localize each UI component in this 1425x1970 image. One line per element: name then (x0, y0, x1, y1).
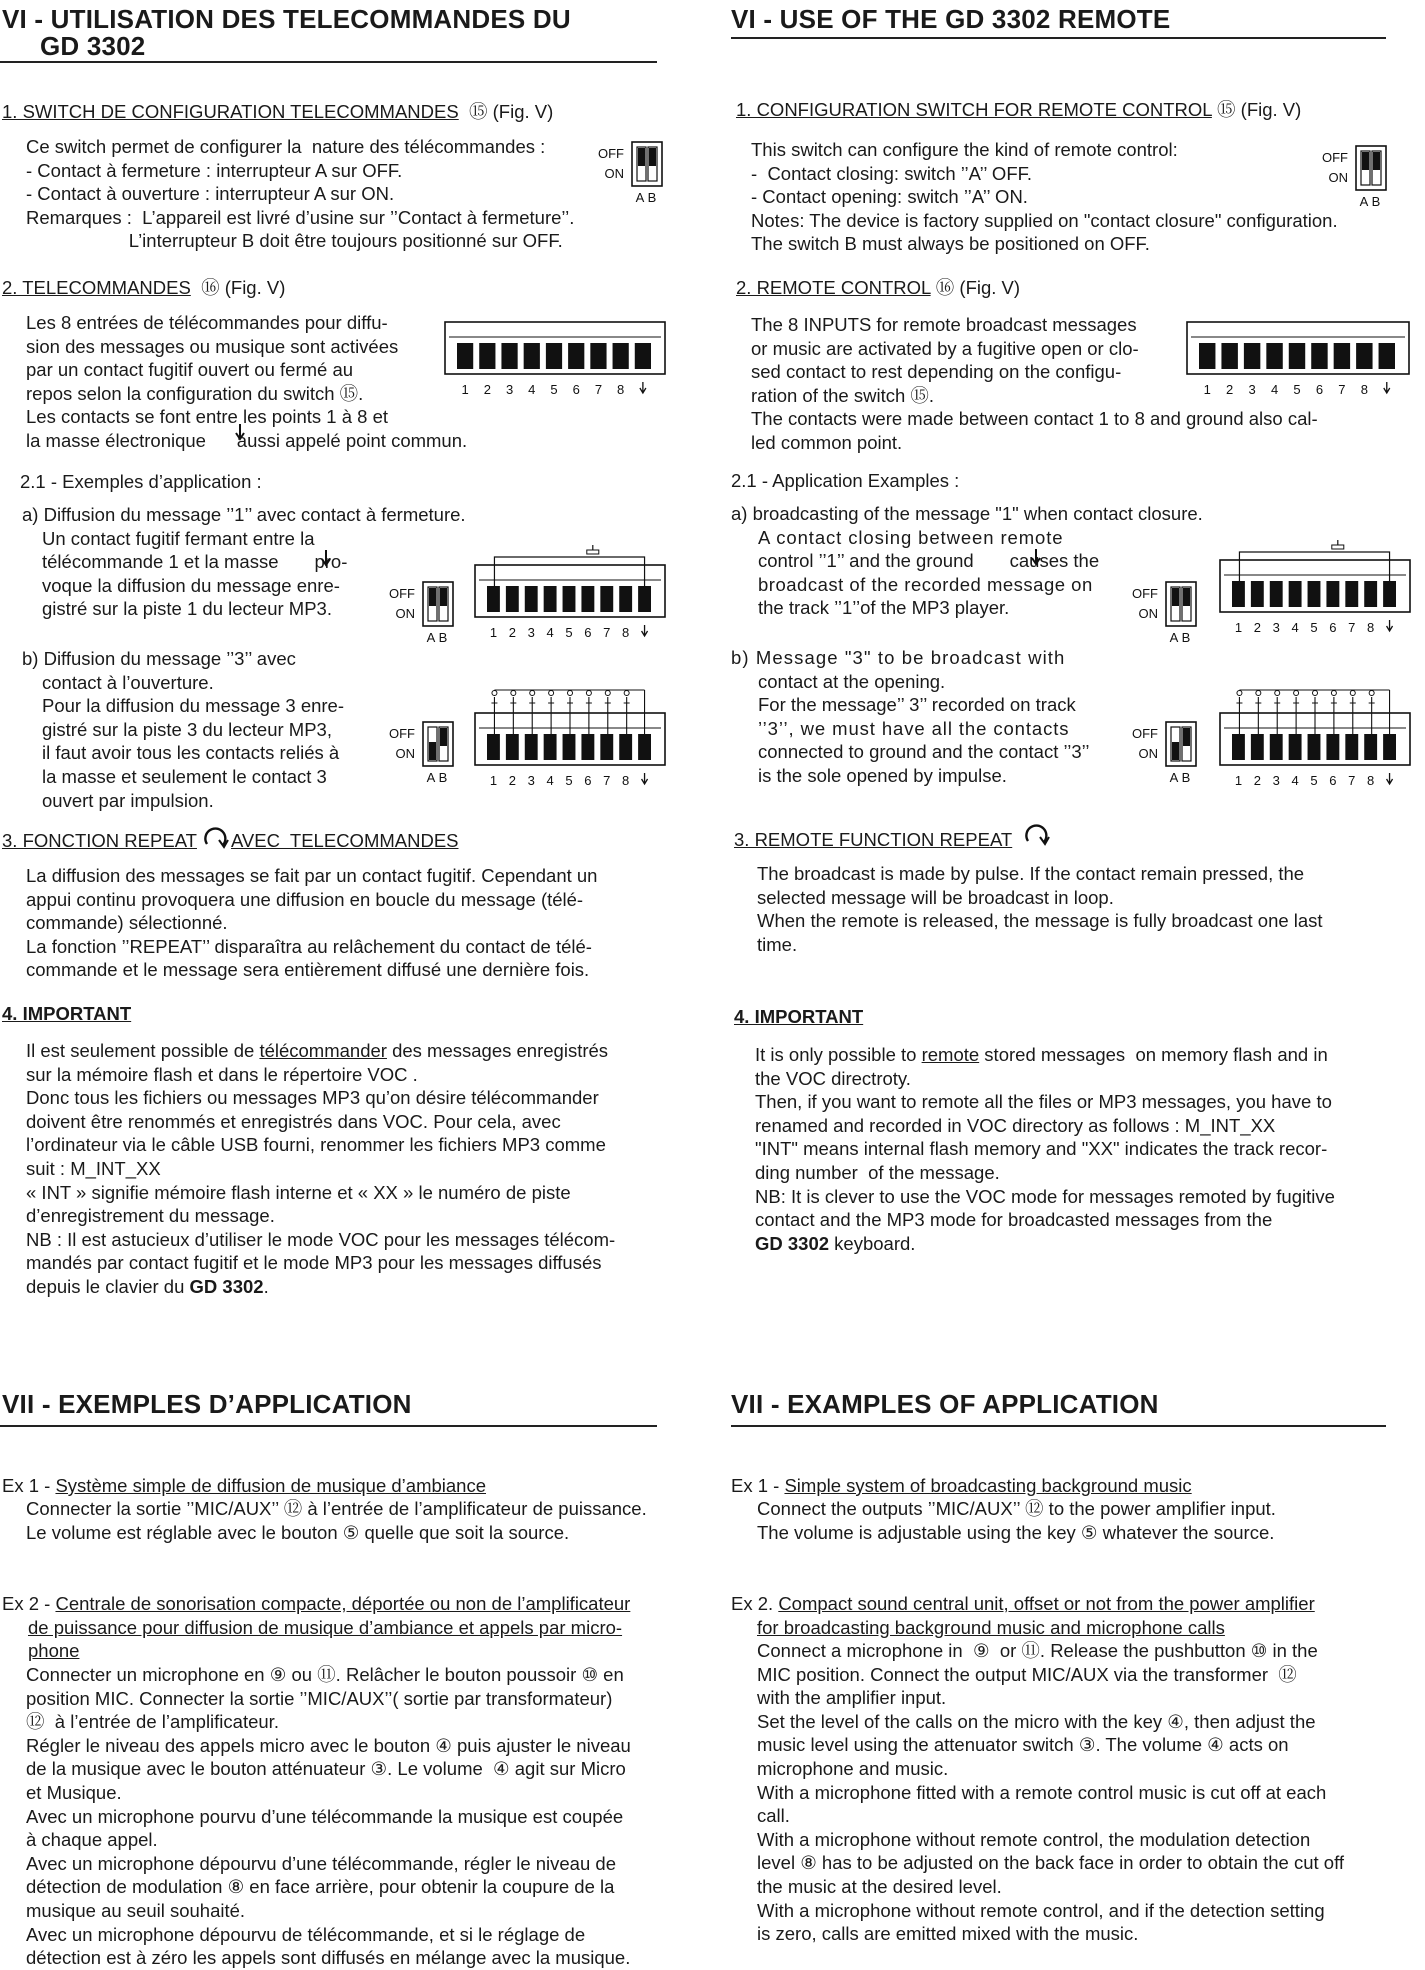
switch-lever (440, 728, 447, 746)
switch-slot (1171, 727, 1180, 761)
fr-title-vii: VII - EXEMPLES D’APPLICATION (2, 1389, 412, 1419)
terminal-pin (635, 343, 651, 369)
terminal-pin-number: 1 (1234, 773, 1243, 788)
terminal-pin-number: 2 (508, 625, 516, 640)
terminal-pin-number: 6 (584, 773, 592, 788)
contact-node (1313, 691, 1318, 696)
switch-slot (1361, 151, 1370, 185)
switch-b-label: B (438, 630, 448, 645)
terminal-pin-number: 4 (1291, 773, 1299, 788)
terminal-pin-number: 2 (1253, 620, 1261, 635)
terminal-pin-number: 4 (1270, 382, 1279, 397)
terminal-pin-number: 3 (1248, 382, 1256, 397)
terminal-pin (600, 586, 613, 612)
en-title-vii-rule (731, 1425, 1386, 1427)
ground-arrow-icon (1387, 773, 1393, 784)
terminal-pin (563, 734, 576, 760)
contact-node (1350, 691, 1355, 696)
terminal-pin (524, 343, 540, 369)
terminal-pin-number: 2 (508, 773, 516, 788)
en-title-rule (731, 37, 1386, 39)
terminal-pin (613, 343, 629, 369)
terminal-frame (1220, 560, 1410, 612)
opening-contact-wire (1312, 697, 1318, 734)
fr-ex1-body: Connecter la sortie ’’MIC/AUX’’ ⑫ à l’entrée de l’amplificateur de puissance. Le volume est réglable avec le bouton ⑤ quelle que soit la source. (26, 1498, 647, 1543)
en-s1-body: This switch can configure the kind of remote control: - Contact closing: switch ’’A’’ OFF. - Contact opening: switch ’’A’’ ON. Notes: The device is factory supplied on "contact closure" configuration. The switch B must always be positioned on OFF. (751, 139, 1338, 255)
contact-node (1369, 691, 1374, 696)
terminal-pin (506, 586, 519, 612)
terminal-pin (544, 586, 557, 612)
terminal-pin-number: 6 (1329, 773, 1337, 788)
fr-s21-heading: 2.1 - Exemples d’application : (20, 471, 262, 492)
switch-slot (1372, 151, 1381, 185)
remote-terminal-block (1220, 540, 1410, 631)
terminal-pin (1251, 734, 1264, 760)
terminal-frame (475, 565, 665, 617)
contact-node (1275, 691, 1280, 696)
terminal-pin (479, 343, 495, 369)
switch-a-label: A (1169, 630, 1179, 645)
switch-lever (1183, 728, 1190, 746)
ground-arrow-icon (1387, 620, 1393, 631)
en-s1-heading: 1. CONFIGURATION SWITCH FOR REMOTE CONTROL ⑮ (Fig. V) (736, 99, 1302, 120)
opening-contact-wire (1236, 697, 1242, 734)
terminal-pin (1270, 581, 1283, 607)
terminal-pin-number: 6 (1329, 620, 1337, 635)
switch-a-label: A (1359, 194, 1369, 209)
terminal-pin (638, 734, 651, 760)
terminal-pin (546, 343, 562, 369)
en-s3-body: The broadcast is made by pulse. If the contact remain pressed, the selected message will be broadcast in loop. When the remote is released, the message is fully broadcast one last time. (757, 863, 1323, 955)
switch-off-label: OFF (1132, 726, 1158, 741)
terminal-pin (619, 734, 632, 760)
terminal-pin (1251, 581, 1264, 607)
fr-s1-body: Ce switch permet de configurer la nature des télécommandes : - Contact à fermeture : interrupteur A sur OFF. - Contact à ouverture : interrupteur A sur ON. Remarques : L’appareil est livré d’usine sur ’’Contact à fermeture’’. L’interrupteur B doit être toujours positionné sur OFF. (26, 136, 575, 252)
push-button-icon (587, 550, 599, 554)
terminal-pin-number: 5 (1310, 620, 1318, 635)
terminal-pin-number: 8 (1367, 773, 1375, 788)
repeat-icon (1026, 826, 1046, 842)
switch-on-label: ON (395, 606, 415, 621)
opening-contact-wire (1293, 697, 1299, 734)
switch-b-label: B (438, 770, 448, 785)
terminal-frame (475, 713, 665, 765)
terminal-pin (1308, 581, 1321, 607)
terminal-pin (544, 734, 557, 760)
terminal-pin (1326, 581, 1339, 607)
ab-dip-switch (632, 142, 662, 186)
terminal-pin-number: 4 (1291, 620, 1299, 635)
terminal-pin-number: 8 (1360, 382, 1368, 397)
terminal-pin (1379, 343, 1395, 369)
opening-contact-wire (586, 697, 592, 734)
ground-arrow-icon (642, 625, 648, 636)
terminal-pin (506, 734, 519, 760)
terminal-pin-number: 1 (489, 625, 498, 640)
terminal-pin-number: 7 (1338, 382, 1346, 397)
switch-b-label: B (1181, 770, 1191, 785)
ground-arrow-icon (1384, 382, 1390, 393)
fr-s2-heading: 2. TELECOMMANDES ⑯ (Fig. V) (2, 277, 286, 298)
en-s4-body: It is only possible to remote stored messages on memory flash and in the VOC directroty. Then, if you want to remote all the files or MP3 messages, you have to renamed and recorded in VOC directory as follows : M_INT_XX "INT" means internal flash memory and "XX" indicates the track recor- ding number of the message. NB: It is clever to use the VOC mode for messages remoted by fugitive contact and the MP3 mode for broadcasted messages from the GD 3302 keyboard. (755, 1044, 1335, 1254)
terminal-pin-number: 7 (1348, 773, 1356, 788)
contact-node (1331, 691, 1336, 696)
opening-contact-wire (491, 697, 497, 734)
switch-off-label: OFF (389, 586, 415, 601)
terminal-pin-number: 4 (546, 773, 554, 788)
opening-contact-wire (1274, 697, 1280, 734)
en-example-a: a) broadcasting of the message "1" when contact closure. A contact closing between remote control ’’1’’ and the ground causes the broadcast of the recorded message on the track ’’1’’of the MP3 player. (731, 503, 1203, 619)
switch-body (423, 722, 453, 766)
fr-example-b: b) Diffusion du message ’’3’’ avec contact à l’ouverture. Pour la diffusion du message 3 enre- gistré sur la piste 3 du lecteur MP3, il faut avoir tous les contacts reliés à la masse et seulement le contact 3 ouvert par impulsion. (22, 648, 345, 811)
fr-title-vi: VI - UTILISATION DES TELECOMMANDES DU GD 3302 (2, 4, 571, 61)
terminal-pin-number: 8 (617, 382, 625, 397)
en-title-vi: VI - USE OF THE GD 3302 REMOTE (731, 4, 1171, 34)
ground-arrow-icon (640, 382, 646, 393)
terminal-pin-number: 5 (565, 625, 573, 640)
terminal-pin (638, 586, 651, 612)
contact-node (1294, 691, 1299, 696)
terminal-pin-number: 5 (550, 382, 558, 397)
terminal-pin (1232, 581, 1245, 607)
contact-node (549, 691, 554, 696)
terminal-pin (581, 734, 594, 760)
switch-slot (439, 727, 448, 761)
terminal-pin-number: 3 (1272, 773, 1280, 788)
ground-arrow-icon (642, 773, 648, 784)
fr-s1-heading: 1. SWITCH DE CONFIGURATION TELECOMMANDES ⑮ (Fig. V) (2, 101, 554, 122)
switch-a-label: A (426, 770, 436, 785)
contact-node (1237, 691, 1242, 696)
switch-lever (1172, 742, 1179, 760)
terminal-pin-number: 2 (1253, 773, 1261, 788)
terminal-pin-number: 5 (1293, 382, 1301, 397)
switch-body (1356, 146, 1386, 190)
terminal-pin-number: 3 (1272, 620, 1280, 635)
terminal-pin (619, 586, 632, 612)
terminal-pin (1232, 734, 1245, 760)
fr-ex1-heading: Ex 1 - Système simple de diffusion de musique d’ambiance (2, 1475, 487, 1496)
fr-title-vii-rule (0, 1425, 657, 1427)
opening-contact-wire (529, 697, 535, 734)
switch-on-label: ON (1138, 746, 1158, 761)
switch-on-label: ON (604, 166, 624, 181)
switch-on-label: ON (1138, 606, 1158, 621)
switch-slot (1182, 727, 1191, 761)
switch-body (632, 142, 662, 186)
terminal-pin-number: 6 (572, 382, 580, 397)
terminal-frame (445, 322, 665, 374)
terminal-pin-number: 8 (622, 625, 630, 640)
en-ex2-heading: Ex 2. Compact sound central unit, offset or not from the power amplifier for broadcasting background music and microphone calls (731, 1593, 1315, 1638)
ab-dip-switch (423, 722, 453, 766)
en-s4-heading: 4. IMPORTANT (734, 1006, 864, 1027)
terminal-pin-number: 1 (1203, 382, 1211, 397)
contact-node (624, 691, 629, 696)
en-ex1-body: Connect the outputs ’’MIC/AUX’’ ⑫ to the power amplifier input. The volume is adjustable using the key ⑤ whatever the source. (757, 1498, 1276, 1543)
en-s3-heading: 3. REMOTE FUNCTION REPEAT (734, 829, 1013, 850)
terminal-pin-number: 3 (505, 382, 514, 397)
terminal-pin (1326, 734, 1339, 760)
terminal-pin (1345, 581, 1358, 607)
en-s2-body: The 8 INPUTS for remote broadcast messages or music are activated by a fugitive open or clo- sed contact to rest depending on the configu- ration of the switch ⑮. The contacts were made between contact 1 to 8 and ground also cal- led common point. (751, 314, 1318, 453)
terminal-pin (1356, 343, 1372, 369)
opening-contact-wire (510, 697, 516, 734)
terminal-pin-number: 2 (1226, 382, 1234, 397)
terminal-pin (525, 734, 538, 760)
terminal-pin (1270, 734, 1283, 760)
terminal-pin (1383, 581, 1396, 607)
contact-node (586, 691, 591, 696)
switch-off-label: OFF (1322, 150, 1348, 165)
fr-ex2-body: Connecter un microphone en ⑨ ou ⑪. Relâcher le bouton poussoir ⑩ en position MIC. Connecter la sortie ’’MIC/AUX’’( sortie par transformateur) ⑫ à l’entrée de l’amplificateur. Régler le niveau des appels micro avec le bouton ④ puis ajuster le niveau de la musique avec le bouton atténuateur ③. Le volume ④ agit sur Micro et Musique. Avec un microphone pourvu d’une télécommande la musique est coupée à chaque appel. Avec un microphone dépourvu d’une télécommande, régler le niveau de détection de modulation ⑧ en face arrière, pour obtenir la coupure de la musique au seuil souhaité. Avec un microphone dépourvu de télécommande, et si le réglage de détection est à zéro les appels sont diffusés en mélange avec la musique. (26, 1664, 631, 1969)
switch-on-label: ON (1328, 170, 1348, 185)
switch-lever (649, 148, 656, 166)
terminal-pin (1289, 581, 1302, 607)
fr-s3-heading: 3. FONCTION REPEAT AVEC TELECOMMANDES (2, 830, 459, 851)
terminal-pin (581, 586, 594, 612)
contact-node (568, 691, 573, 696)
switch-a-label: A (1169, 770, 1179, 785)
terminal-pin (1334, 343, 1350, 369)
terminal-pin-number: 1 (1234, 620, 1243, 635)
fr-example-a: a) Diffusion du message ’’1’’ avec contact à fermeture. Un contact fugitif fermant entre la télécommande 1 et la masse pro- voque la diffusion du message enre- gistré sur la piste 1 du lecteur MP3. (22, 504, 466, 620)
switch-b-label: B (1371, 194, 1381, 209)
opening-contact-wire (624, 697, 630, 734)
en-s2-heading: 2. REMOTE CONTROL ⑯ (Fig. V) (736, 277, 1021, 298)
switch-b-label: B (647, 190, 657, 205)
terminal-pin (1364, 734, 1377, 760)
contact-node (511, 691, 516, 696)
terminal-pin (590, 343, 606, 369)
opening-contact-wire (1369, 697, 1375, 734)
terminal-pin-number: 1 (489, 773, 498, 788)
fr-s2-body: Les 8 entrées de télécommandes pour diffu- sion des messages ou musique sont activées par un contact fugitif ouvert ou fermé au repos selon la configuration du switch ⑮. Les contacts se font entre les points 1 à 8 et la masse électronique aussi appelé point commun. (26, 312, 468, 451)
fr-s3-body: La diffusion des messages se fait par un contact fugitif. Cependant un appui continu provoquera une diffusion en boucle du message (télé- commande) sélectionné. La fonction ’’REPEAT’’ disparaîtra au relâchement du contact de télé- commande et le message sera entièrement diffusé une dernière fois. (26, 865, 598, 981)
terminal-pin (487, 734, 500, 760)
switch-lever (1373, 152, 1380, 170)
terminal-pin (525, 586, 538, 612)
terminal-pin-number: 5 (1310, 773, 1318, 788)
terminal-pin (1308, 734, 1321, 760)
terminal-pin-number: 3 (527, 625, 535, 640)
terminal-pin-number: 7 (1348, 620, 1356, 635)
en-example-b: b) Message "3" to be broadcast with contact at the opening. For the message’’ 3’’ recorded on track ’’3’’, we must have all the contacts connected to ground and the contact ’’3’’ is the sole opened by impulse. (731, 647, 1090, 786)
switch-lever (1362, 152, 1369, 170)
terminal-pin (1289, 734, 1302, 760)
opening-contact-wire (567, 697, 573, 734)
terminal-frame (1220, 713, 1410, 765)
terminal-pin-number: 8 (622, 773, 630, 788)
push-button-icon (1332, 545, 1344, 549)
terminal-pin (600, 734, 613, 760)
terminal-pin-number: 3 (527, 773, 535, 788)
remote-terminal-block (475, 545, 665, 636)
opening-contact-wire (548, 697, 554, 734)
terminal-pin (1345, 734, 1358, 760)
terminal-pin (1383, 734, 1396, 760)
opening-contact-wire (1255, 697, 1261, 734)
switch-lever (638, 148, 645, 166)
opening-contact-wire (1350, 697, 1356, 734)
switch-slot (428, 727, 437, 761)
fr-ex2-heading: Ex 2 - Centrale de sonorisation compacte, déportée ou non de l’amplificateur de puissance pour diffusion de musique d’ambiance et appels par micro- phone (2, 1593, 631, 1662)
switch-lever (429, 742, 436, 760)
terminal-pin (487, 586, 500, 612)
opening-contact-wire (1331, 697, 1337, 734)
terminal-pin (501, 343, 517, 369)
terminal-pin-number: 5 (565, 773, 573, 788)
switch-slot (637, 147, 646, 181)
contact-node (1256, 691, 1261, 696)
opening-contact-wire (605, 697, 611, 734)
ab-dip-switch (1166, 722, 1196, 766)
terminal-pin (568, 343, 584, 369)
ab-dip-switch (1356, 146, 1386, 190)
terminal-pin (1364, 581, 1377, 607)
switch-slot (648, 147, 657, 181)
switch-a-label: A (426, 630, 436, 645)
switch-b-label: B (1181, 630, 1191, 645)
terminal-pin-number: 7 (594, 382, 603, 397)
terminal-pin-number: 8 (1367, 620, 1375, 635)
contact-node (605, 691, 610, 696)
closing-contact-wire (494, 557, 644, 586)
terminal-pin-number: 7 (603, 773, 611, 788)
contact-node (530, 691, 535, 696)
terminal-pin-number: 7 (603, 625, 611, 640)
switch-off-label: OFF (1132, 586, 1158, 601)
en-s21-heading: 2.1 - Application Examples : (731, 470, 960, 491)
fr-s4-heading: 4. IMPORTANT (2, 1003, 132, 1024)
closing-contact-wire (1239, 552, 1389, 581)
switch-off-label: OFF (598, 146, 624, 161)
en-ex1-heading: Ex 1 - Simple system of broadcasting background music (731, 1475, 1192, 1496)
repeat-arrow-head (1040, 837, 1049, 844)
switch-body (1166, 722, 1196, 766)
terminal-pin (563, 586, 576, 612)
terminal-pin-number: 4 (528, 382, 536, 397)
remote-terminal-block (475, 690, 665, 784)
en-title-vii: VII - EXAMPLES OF APPLICATION (731, 1389, 1159, 1419)
terminal-pin-number: 6 (1315, 382, 1324, 397)
fr-s4-body: Il est seulement possible de télécommander des messages enregistrés sur la mémoire flash et dans le répertoire VOC . Donc tous les fichiers ou messages MP3 qu’on désire télécommander doivent être renommés et enregistrés dans VOC. Pour cela, avec l’ordinateur via le câble USB fourni, renommer les fichiers MP3 comme suit : M_INT_XX « INT » signifie mémoire flash interne et « XX » le numéro de piste d’enregistrement du message. NB : Il est astucieux d’utiliser le mode VOC pour les messages télécom- mandés par contact fugitif et le mode MP3 pour les messages diffusés depuis le clavier du GD 3302. (26, 1040, 616, 1297)
en-ex2-body: Connect a microphone in ⑨ or ⑪. Release the pushbutton ⑩ in the MIC position. Connect the output MIC/AUX via the transformer ⑫ with the amplifier input. Set the level of the calls on the micro with the key ④, then adjust the music level using the attenuator switch ③. The volume ④ acts on microphone and music. With a microphone fitted with a remote control music is cut off at each call. With a microphone without remote control, the modulation detection level ⑧ has to be adjusted on the back face in order to obtain the cut off the music at the desired level. With a microphone without remote control, and if the detection setting is zero, calls are emitted mixed with the music. (757, 1640, 1345, 1945)
switch-off-label: OFF (389, 726, 415, 741)
terminal-pin-number: 1 (461, 382, 469, 397)
remote-terminal-block (1220, 690, 1410, 784)
switch-on-label: ON (395, 746, 415, 761)
switch-a-label: A (635, 190, 645, 205)
contact-node (492, 691, 497, 696)
remote-terminal-block (445, 322, 665, 393)
terminal-pin-number: 6 (584, 625, 592, 640)
terminal-pin-number: 4 (546, 625, 554, 640)
terminal-pin-number: 2 (483, 382, 491, 397)
fr-title-rule (0, 61, 657, 63)
